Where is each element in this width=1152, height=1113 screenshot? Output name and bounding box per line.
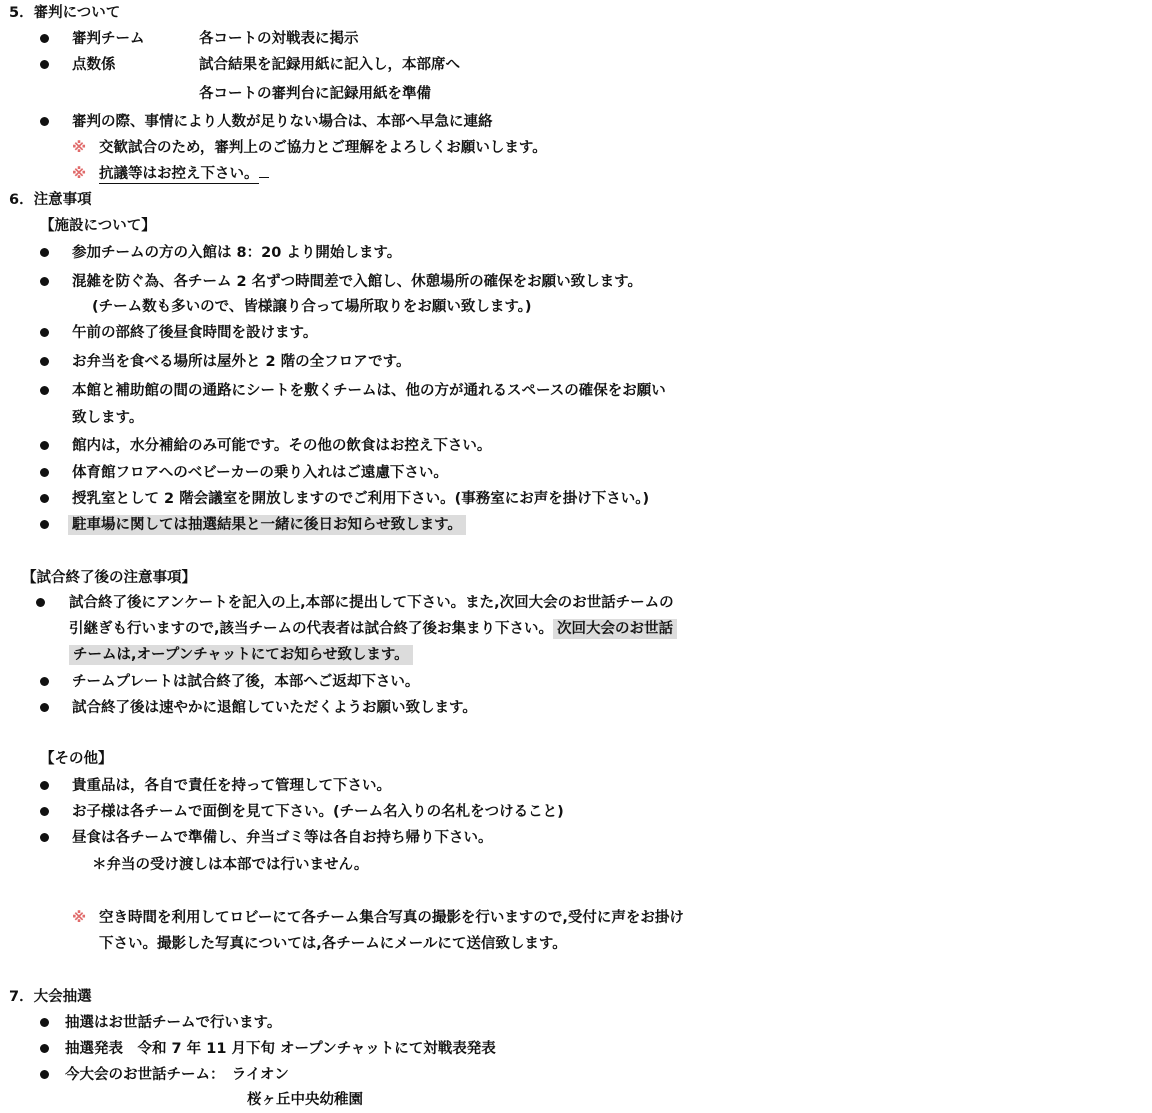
- bullet-icon: [40, 1044, 49, 1053]
- referee-note-1: 交歓試合のため，審判上のご協力とご理解をよろしくお願いします。: [99, 140, 547, 156]
- lottery-item: 今大会のお世話チーム： ライオン: [65, 1067, 289, 1083]
- bullet-icon: [40, 1018, 49, 1027]
- other-item: お子様は各チームで面倒を見て下さい。(チーム名入りの名札をつけること): [72, 804, 564, 820]
- underline-tail: [259, 176, 269, 178]
- facility-item: 授乳室として 2 階会議室を開放しますのでご利用下さい。(事務室にお声を掛け下さい。): [72, 491, 650, 507]
- facility-item: お弁当を食べる場所は屋外と 2 階の全フロアです。: [72, 354, 411, 370]
- facility-item: 混雑を防ぐ為、各チーム 2 名ずつ時間差で入館し、休憩場所の確保をお願い致します。: [72, 274, 643, 290]
- after-match-heading: 【試合終了後の注意事項】: [22, 570, 196, 586]
- photo-note-2: 下さい。撮影した写真については,各チームにメールにて送信致します。: [99, 936, 567, 952]
- parking-item: 駐車場に関しては抽選結果と一緒に後日お知らせ致します。: [68, 515, 466, 535]
- facility-item: 体育館フロアへのベビーカーの乗り入れはご遠慮下さい。: [72, 465, 448, 481]
- facility-item: 午前の部終了後昼食時間を設けます。: [72, 325, 318, 341]
- bullet-icon: [40, 357, 49, 366]
- section-heading-referee: 5．審判について: [9, 5, 121, 21]
- facility-heading: 【施設について】: [40, 218, 156, 234]
- bullet-icon: [40, 117, 49, 126]
- bullet-icon: [36, 598, 45, 607]
- facility-item: 参加チームの方の入館は 8：20 より開始します。: [72, 245, 402, 261]
- referee-team-label: 審判チーム: [72, 31, 145, 47]
- other-heading: 【その他】: [40, 751, 113, 767]
- bullet-icon: [40, 277, 49, 286]
- facility-item-cont: 致します。: [72, 410, 144, 426]
- parking-item-wrap: [68, 515, 466, 535]
- bullet-icon: [40, 1070, 49, 1079]
- bullet-icon: [40, 703, 49, 712]
- after-item: 試合終了後は速やかに退館していただくようお願い致します。: [72, 700, 477, 716]
- lottery-item: 抽選はお世話チームで行います。: [65, 1015, 282, 1031]
- after-item: チームプレートは試合終了後，本部へご返却下さい。: [72, 674, 420, 690]
- scorer-text-1: 試合結果を記録用紙に記入し，本部席へ: [199, 57, 460, 73]
- after-item-highlight-2: チームは,オープンチャットにてお知らせ致します。: [69, 645, 413, 665]
- bullet-icon: [40, 807, 49, 816]
- photo-note-1: 空き時間を利用してロビーにて各チーム集合写真の撮影を行いますので,受付に声をお掛け: [99, 910, 684, 926]
- bullet-icon: [40, 34, 49, 43]
- other-item: 昼食は各チームで準備し、弁当ゴミ等は各自お持ち帰り下さい。: [72, 830, 493, 846]
- facility-item: 館内は，水分補給のみ可能です。その他の飲食はお控え下さい。: [72, 438, 492, 454]
- bullet-icon: [40, 468, 49, 477]
- scorer-label: 点数係: [72, 57, 116, 73]
- facility-item-sub: (チーム数も多いので、皆様譲り合って場所取りをお願い致します。): [92, 299, 532, 315]
- referee-team-text: 各コートの対戦表に掲示: [199, 31, 359, 47]
- after-item: 試合終了後にアンケートを記入の上,本部に提出して下さい。また,次回大会のお世話チームの: [69, 595, 674, 611]
- facility-item: 本館と補助館の間の通路にシートを敷くチームは、他の方が通れるスペースの確保をお願い: [72, 383, 666, 399]
- after-item-cont: 引継ぎも行いますので,該当チームの代表者は試合終了後お集まり下さい。: [69, 621, 554, 637]
- note-mark-icon: ※: [72, 910, 87, 926]
- section-heading-lottery: 7．大会抽選: [9, 989, 92, 1005]
- lottery-item-sub: 桜ヶ丘中央幼稚園: [247, 1092, 363, 1108]
- lottery-item: 抽選発表 令和 7 年 11 月下旬 オープンチャットにて対戦表発表: [65, 1041, 496, 1057]
- bullet-icon: [40, 677, 49, 686]
- note-mark-icon: ※: [72, 140, 87, 156]
- referee-shortage-text: 審判の際、事情により人数が足りない場合は、本部へ早急に連絡: [72, 114, 493, 130]
- scorer-text-2: 各コートの審判台に記録用紙を準備: [199, 86, 431, 102]
- bullet-icon: [40, 248, 49, 257]
- after-item-cont2-wrap: [69, 645, 413, 665]
- referee-note-2: 抗議等はお控え下さい。: [99, 166, 259, 182]
- bullet-icon: [40, 328, 49, 337]
- bullet-icon: [40, 60, 49, 69]
- bullet-icon: [40, 781, 49, 790]
- other-item-sub: ＊弁当の受け渡しは本部では行いません。: [92, 857, 369, 873]
- bullet-icon: [40, 386, 49, 395]
- note-mark-icon: ※: [72, 166, 87, 182]
- bullet-icon: [40, 520, 49, 529]
- other-item: 貴重品は，各自で責任を持って管理して下さい。: [72, 778, 391, 794]
- bullet-icon: [40, 441, 49, 450]
- section-heading-notes: 6．注意事項: [9, 192, 92, 208]
- after-item-cont-wrap: [69, 619, 677, 639]
- bullet-icon: [40, 494, 49, 503]
- referee-note-2-wrap: [99, 164, 269, 184]
- after-item-highlight: 次回大会のお世話: [553, 619, 677, 639]
- bullet-icon: [40, 833, 49, 842]
